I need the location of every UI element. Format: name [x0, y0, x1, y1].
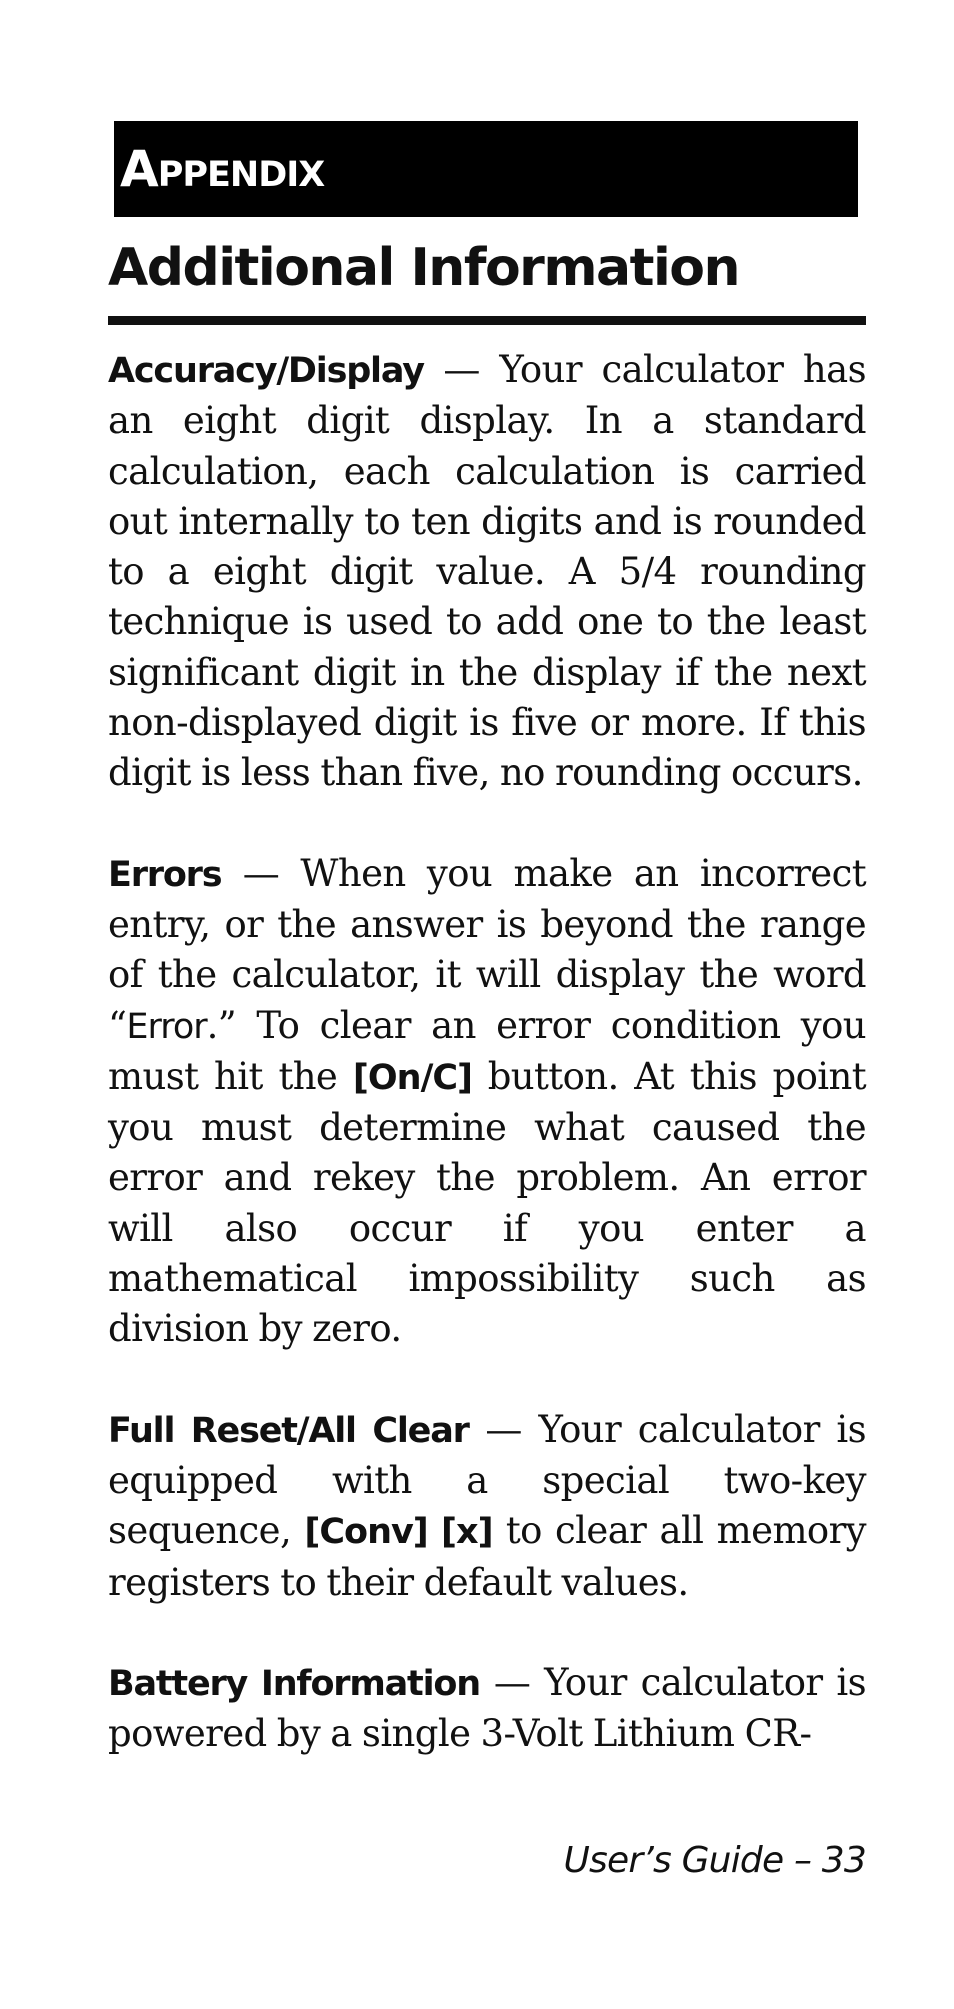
appendix-label: Appendix [120, 140, 325, 198]
body-text [108, 345, 866, 1809]
heading-battery: Battery Information [108, 1663, 480, 1704]
heading-full-reset: Full Reset/All Clear [108, 1410, 469, 1451]
error-word: Error [126, 1006, 207, 1047]
dash: — [423, 348, 500, 391]
text-errors-3: button. At this point you must determine what caused the error and rekey the problem. An error will also occur if you enter a mathematical impossibility such as division by zero. [108, 1054, 866, 1351]
dash: — [468, 1407, 539, 1451]
text-reset-2: to clear all memory registers to their default values. [108, 1509, 866, 1604]
appendix-banner [114, 121, 858, 217]
section-title: Additional Information [108, 238, 740, 298]
key-on-c: [On/C] [352, 1057, 473, 1098]
text-errors-1: When you make an incorrect entry, or the answer is beyond the range of the calculator, it will display the word “ [108, 851, 866, 1047]
text-accuracy-display: Your calculator has an eight digit display. In a standard calculation, each calculation is carried out internally to ten digits and is rounded to a eight digit value. A 5/4 rounding technique is used to add one to the least significant digit in the display if the next non-displayed digit is five or more. If this digit is less than five, no rounding occurs. [108, 348, 866, 795]
paragraph-battery [108, 1658, 866, 1760]
key-conv-x: [Conv] [x] [304, 1512, 493, 1553]
dash: — [479, 1660, 545, 1704]
dash: — [221, 851, 301, 895]
paragraph-errors [108, 849, 866, 1355]
paragraph-full-reset [108, 1405, 866, 1608]
heading-errors: Errors [108, 854, 222, 895]
text-errors-2: .” To clear an error condition you must hit the [108, 1003, 866, 1098]
heading-accuracy-display: Accuracy/Display [108, 351, 424, 391]
text-reset-1: Your calculator is equipped with a special two-key sequence, [108, 1407, 866, 1553]
text-battery: Your calculator is powered by a single 3-Volt Lithium CR- [108, 1660, 866, 1756]
title-rule [108, 316, 866, 325]
page-footer: User’s Guide – 33 [563, 1840, 866, 1881]
paragraph-accuracy-display [108, 345, 866, 799]
